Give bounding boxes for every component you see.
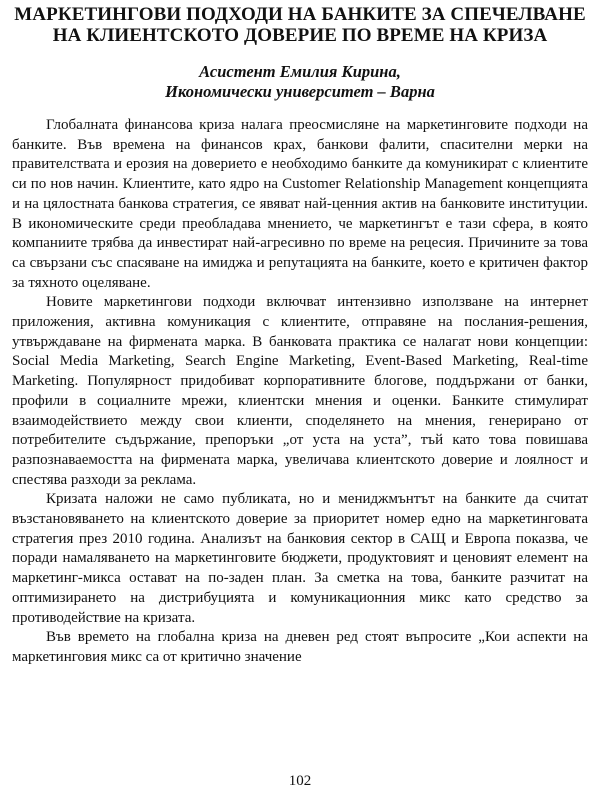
paragraph-2: Новите маркетингови подходи включват интензивно използване на интернет приложения, активна комуникация с клиентите, отправяне на послания-решения, утвърждаване на фирмената марка. В банковата практика се налагат нови концепции: Social Media Marketing, Search Engine Marketing, Event-Based Marketing, Real-time Marketing. Популярност придобиват корпоративните блогове, поддържани от банки, профили в социалните мрежи, клиентски мнения и оценки. Банките стимулират взаимодействието между свои клиенти, споделянето на мнения, генерирано от потребителите съдържание, препоръки „от уста на уста”, тъй като това повишава разпознаваемостта на фирмената марка, увеличава клиентското доверие и лоялност и спестява разходи за реклама. bbox=[12, 294, 588, 488]
paragraph-4: Във времето на глобална криза на дневен ред стоят въпросите „Кои аспекти на маркетинговия микс са от критично значение bbox=[12, 629, 588, 665]
author-name: Асистент Емилия Кирина, bbox=[199, 62, 401, 81]
article-body bbox=[12, 116, 588, 668]
author-affiliation: Икономически университет – Варна bbox=[165, 82, 435, 101]
article-title: МАРКЕТИНГОВИ ПОДХОДИ НА БАНКИТЕ ЗА СПЕЧЕЛВАНЕ НА КЛИЕНТСКОТО ДОВЕРИЕ ПО ВРЕМЕ НА КРИЗА bbox=[14, 4, 586, 46]
paragraph-1: Глобалната финансова криза налага преосмисляне на маркетинговите подходи на банките. Във времена на финансов крах, банкови фалити, спасителни мерки на правителствата и ерозия на доверието е необходимо банките да комуникират с клиентите си по нов начин. Клиентите, като ядро на Customer Relationship Management концепцията и на цялостната банкова стратегия, се явяват най-ценния актив на банковите институции. В икономическите среди преобладава мнението, че маркетингът е тази сфера, в която компаниите трябва да инвестират най-агресивно по време на рецесия. Причините за това са свързани със спасяване на имиджа и репутацията на банките, което е критичен фактор за тяхното оцеляване. bbox=[12, 117, 588, 291]
paragraph-3: Кризата наложи не само публиката, но и мениджмънтът на банките да считат възстановяването на клиентското доверие за приоритет номер едно на маркетинговата стратегия през 2010 година. Анализът на банковия сектор в САЩ и Европа показва, че поради намаляването на маркетинговите бюджети, продуктовият и ценовият елемент на маркетинг-микса остават на по-заден план. За сметка на това, банките разчитат на оптимизирането на дистрибуцията и комуникационния микс като средство за противодействие на кризата. bbox=[12, 491, 588, 626]
author-block bbox=[12, 62, 588, 102]
page-number: 102 bbox=[288, 773, 312, 789]
